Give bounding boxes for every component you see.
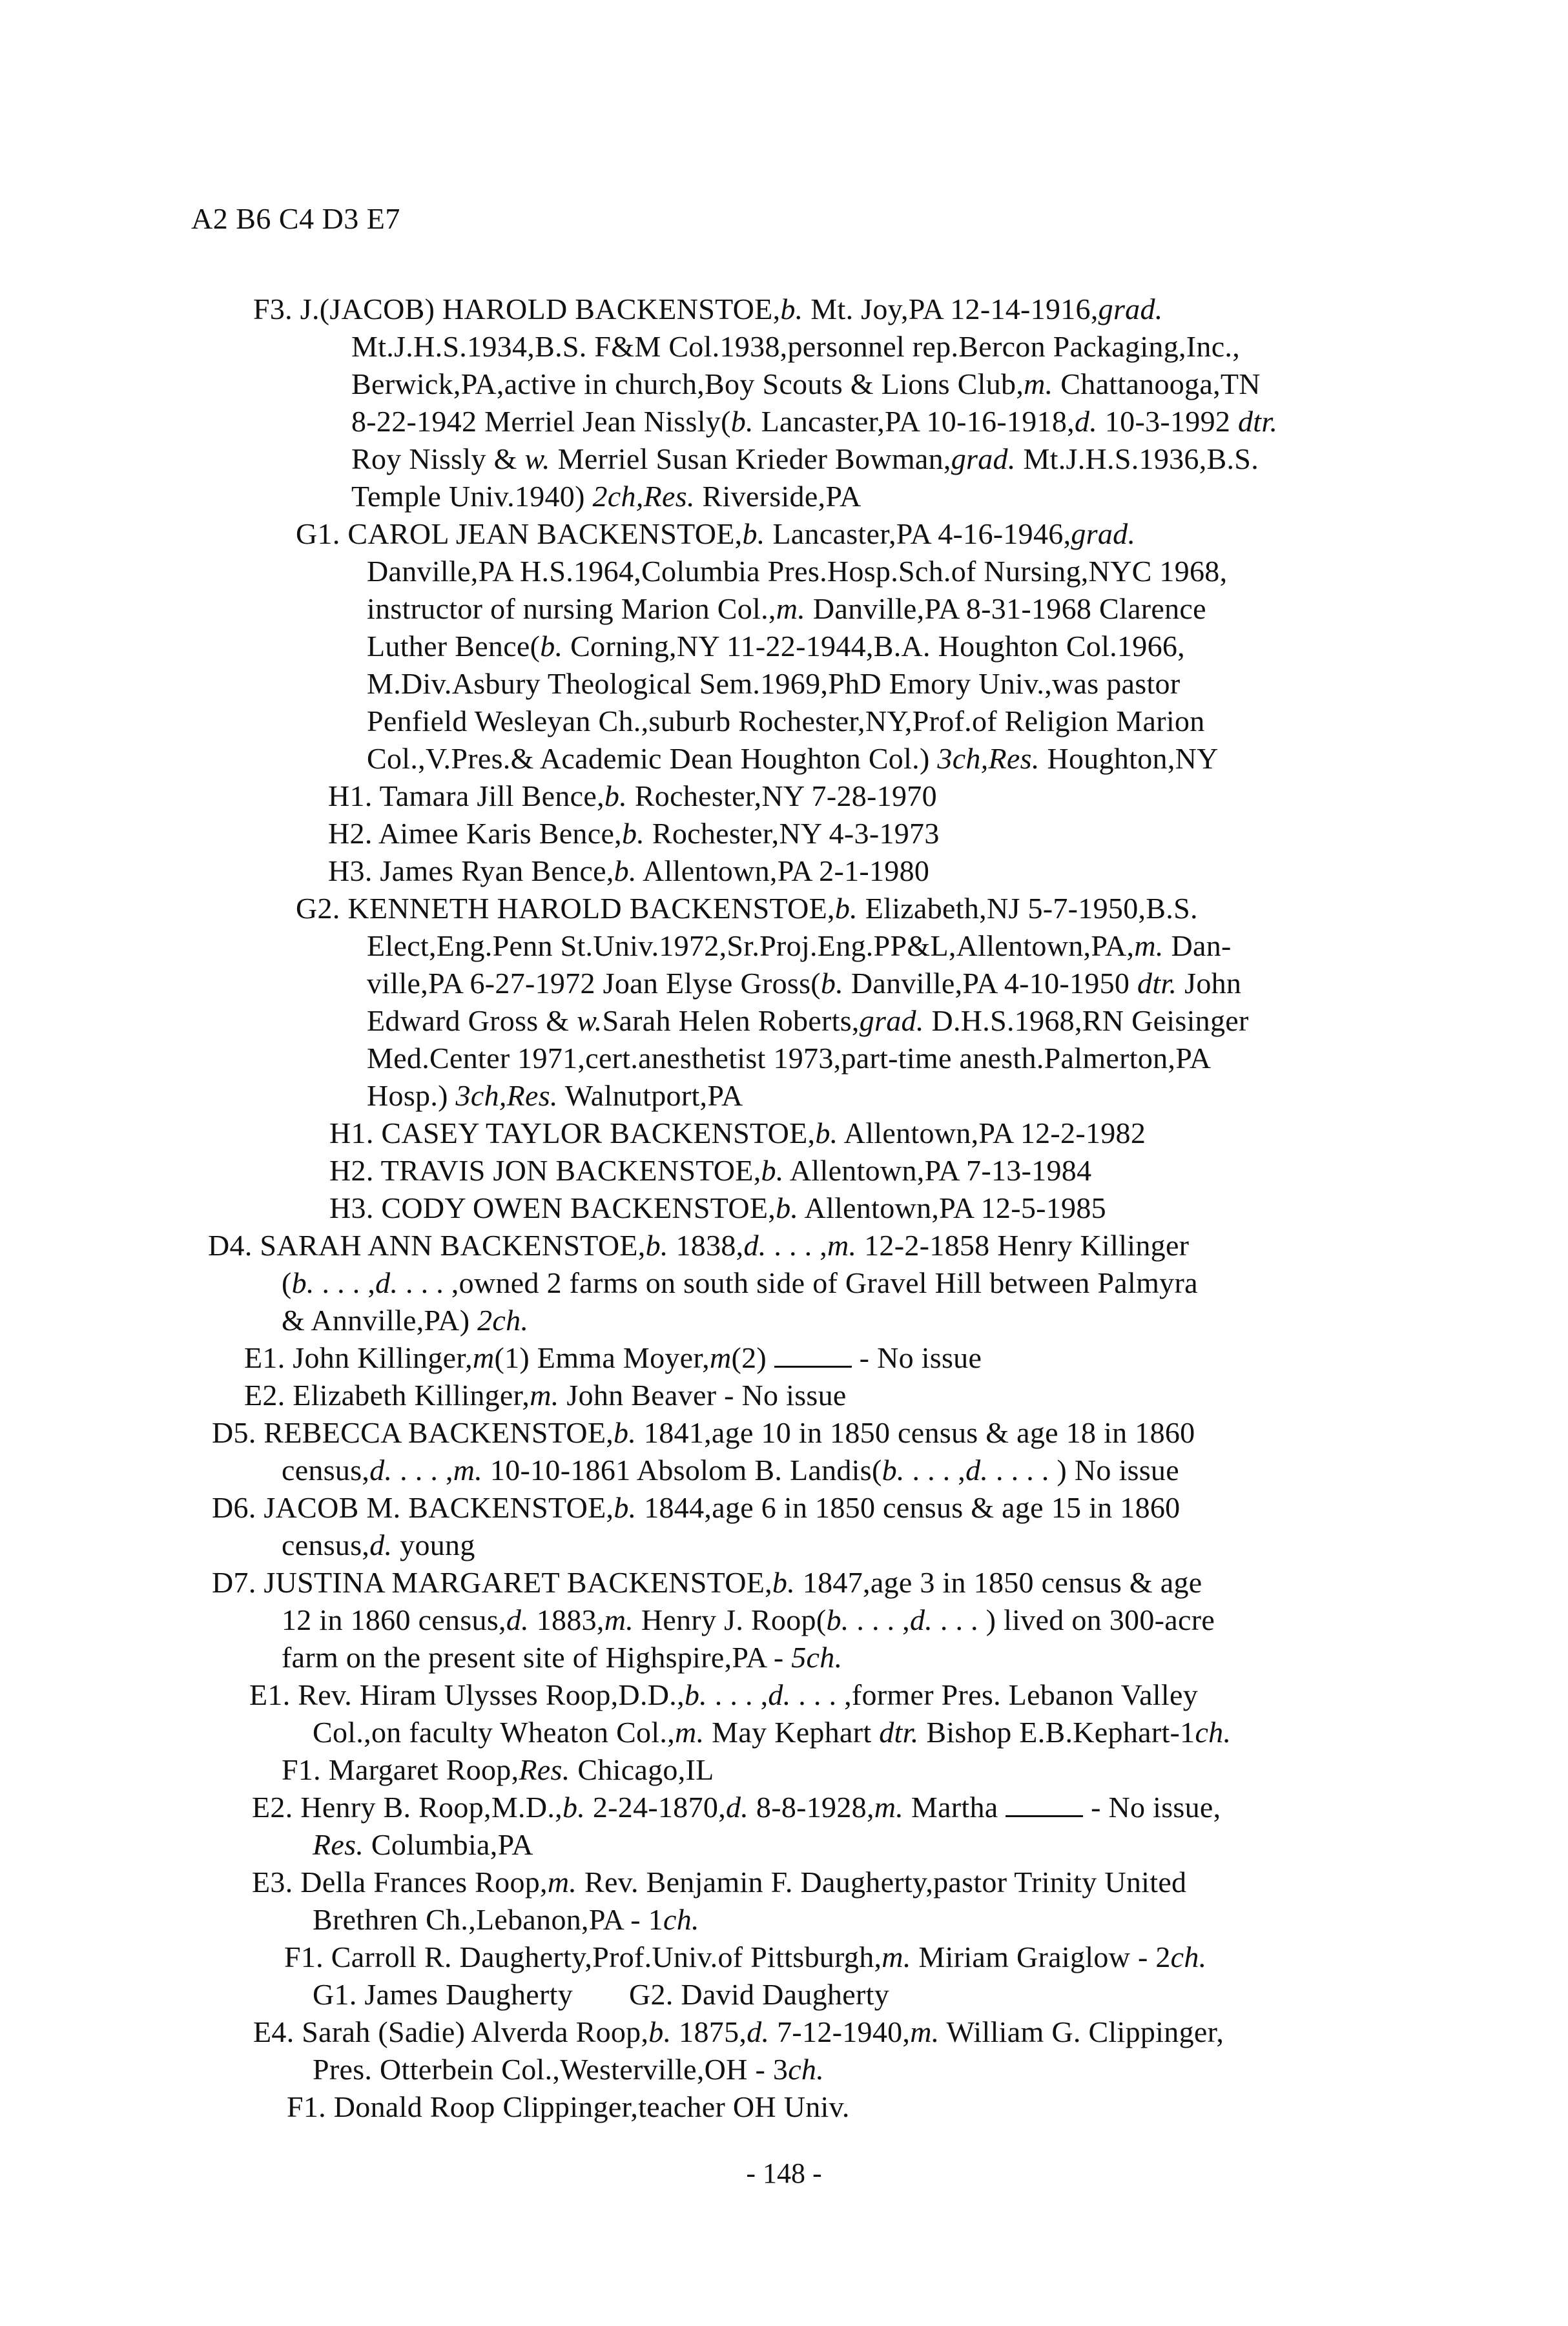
entry-line: Res. Columbia,PA — [313, 1828, 533, 1861]
entry-line: H3. CODY OWEN BACKENSTOE,b. Allentown,PA 12-5-1985 — [329, 1191, 1106, 1224]
entry-line: H1. Tamara Jill Bence,b. Rochester,NY 7-28-1970 — [328, 779, 937, 812]
entry-line: Roy Nissly & w. Merriel Susan Krieder Bowman,grad. Mt.J.H.S.1936,B.S. — [351, 442, 1259, 475]
entry-line: Temple Univ.1940) 2ch,Res. Riverside,PA — [351, 480, 861, 513]
entry-line: E1. Rev. Hiram Ulysses Roop,D.D.,b. . . . ,d. . . . ,former Pres. Lebanon Valley — [249, 1678, 1198, 1711]
entry-line: ville,PA 6-27-1972 Joan Elyse Gross(b. Danville,PA 4-10-1950 dtr. John — [367, 967, 1242, 1000]
entry-line: Med.Center 1971,cert.anesthetist 1973,part-time anesth.Palmerton,PA — [367, 1042, 1212, 1075]
entry-line: E4. Sarah (Sadie) Alverda Roop,b. 1875,d. 7-12-1940,m. William G. Clippinger, — [253, 2015, 1224, 2048]
entry-line: G1. James Daugherty — [313, 1978, 573, 2011]
entry-line: Danville,PA H.S.1964,Columbia Pres.Hosp.Sch.of Nursing,NYC 1968, — [367, 555, 1228, 588]
entry-line: M.Div.Asbury Theological Sem.1969,PhD Emory Univ.,was pastor — [367, 667, 1181, 700]
entry-line: E1. John Killinger,m(1) Emma Moyer,m(2) - No issue — [244, 1341, 982, 1374]
entry-line: Col.,V.Pres.& Academic Dean Houghton Col.) 3ch,Res. Houghton,NY — [367, 742, 1219, 775]
entry-line: Elect,Eng.Penn St.Univ.1972,Sr.Proj.Eng.PP&L,Allentown,PA,m. Dan- — [367, 929, 1232, 962]
entry-line: Edward Gross & w.Sarah Helen Roberts,grad. D.H.S.1968,RN Geisinger — [367, 1004, 1249, 1037]
entry-line: E2. Henry B. Roop,M.D.,b. 2-24-1870,d. 8-8-1928,m. Martha - No issue, — [252, 1791, 1221, 1824]
entry-line: instructor of nursing Marion Col.,m. Danville,PA 8-31-1968 Clarence — [367, 592, 1206, 625]
entry-line: (b. . . . ,d. . . . ,owned 2 farms on south side of Gravel Hill between Palmyra — [282, 1266, 1198, 1299]
entry-line: H1. CASEY TAYLOR BACKENSTOE,b. Allentown,PA 12-2-1982 — [329, 1117, 1146, 1149]
entry-line: census,d. . . . ,m. 10-10-1861 Absolom B. Landis(b. . . . ,d. . . . . ) No issue — [282, 1454, 1179, 1487]
entry-line: D7. JUSTINA MARGARET BACKENSTOE,b. 1847,age 3 in 1850 census & age — [212, 1566, 1202, 1599]
entry-line: census,d. young — [282, 1528, 475, 1561]
entry-line: F1. Donald Roop Clippinger,teacher OH Univ. — [287, 2090, 850, 2123]
entry-line: & Annville,PA) 2ch. — [282, 1304, 529, 1337]
entry-line: E3. Della Frances Roop,m. Rev. Benjamin F. Daugherty,pastor Trinity United — [252, 1866, 1187, 1899]
page-number: - 148 - — [746, 2157, 822, 2189]
entry-line: F1. Carroll R. Daugherty,Prof.Univ.of Pittsburgh,m. Miriam Graiglow - 2ch. — [284, 1940, 1207, 1973]
entry-line: F3. J.(JACOB) HAROLD BACKENSTOE,b. Mt. Joy,PA 12-14-1916,grad. — [253, 293, 1163, 325]
entry-line: 8-22-1942 Merriel Jean Nissly(b. Lancaster,PA 10-16-1918,d. 10-3-1992 dtr. — [351, 405, 1278, 438]
entry-line: D5. REBECCA BACKENSTOE,b. 1841,age 10 in 1850 census & age 18 in 1860 — [212, 1416, 1195, 1449]
entry-line: Col.,on faculty Wheaton Col.,m. May Kephart dtr. Bishop E.B.Kephart-1ch. — [313, 1716, 1232, 1749]
entry-line: Mt.J.H.S.1934,B.S. F&M Col.1938,personnel rep.Bercon Packaging,Inc., — [351, 330, 1241, 363]
entry-line: D6. JACOB M. BACKENSTOE,b. 1844,age 6 in 1850 census & age 15 in 1860 — [212, 1491, 1181, 1524]
entry-line: H2. TRAVIS JON BACKENSTOE,b. Allentown,PA 7-13-1984 — [329, 1154, 1092, 1187]
entry-line: H2. Aimee Karis Bence,b. Rochester,NY 4-3-1973 — [328, 817, 940, 850]
entry-line: H3. James Ryan Bence,b. Allentown,PA 2-1-1980 — [328, 854, 930, 887]
entry-line: Luther Bence(b. Corning,NY 11-22-1944,B.A. Houghton Col.1966, — [367, 630, 1185, 663]
entry-line: E2. Elizabeth Killinger,m. John Beaver - No issue — [244, 1379, 847, 1412]
entry-line: Hosp.) 3ch,Res. Walnutport,PA — [367, 1079, 743, 1112]
entry-line: Berwick,PA,active in church,Boy Scouts & Lions Club,m. Chattanooga,TN — [351, 367, 1261, 400]
entry-line: Penfield Wesleyan Ch.,suburb Rochester,NY,Prof.of Religion Marion — [367, 705, 1205, 737]
entry-line: D4. SARAH ANN BACKENSTOE,b. 1838,d. . . . ,m. 12-2-1858 Henry Killinger — [208, 1229, 1190, 1262]
entry-line: Pres. Otterbein Col.,Westerville,OH - 3ch. — [313, 2053, 825, 2086]
lineage-header: A2 B6 C4 D3 E7 — [191, 202, 400, 235]
entry-line: G1. CAROL JEAN BACKENSTOE,b. Lancaster,PA 4-16-1946,grad. — [296, 517, 1136, 550]
entry-line: Brethren Ch.,Lebanon,PA - 1ch. — [313, 1903, 699, 1936]
entry-line: farm on the present site of Highspire,PA - 5ch. — [282, 1641, 843, 1674]
entry-line: 12 in 1860 census,d. 1883,m. Henry J. Roop(b. . . . ,d. . . . ) lived on 300-acre — [282, 1603, 1215, 1636]
entry-line: G2. KENNETH HAROLD BACKENSTOE,b. Elizabeth,NJ 5-7-1950,B.S. — [296, 892, 1198, 925]
entry-line: G2. David Daugherty — [629, 1978, 889, 2011]
entry-line: F1. Margaret Roop,Res. Chicago,IL — [282, 1753, 714, 1786]
